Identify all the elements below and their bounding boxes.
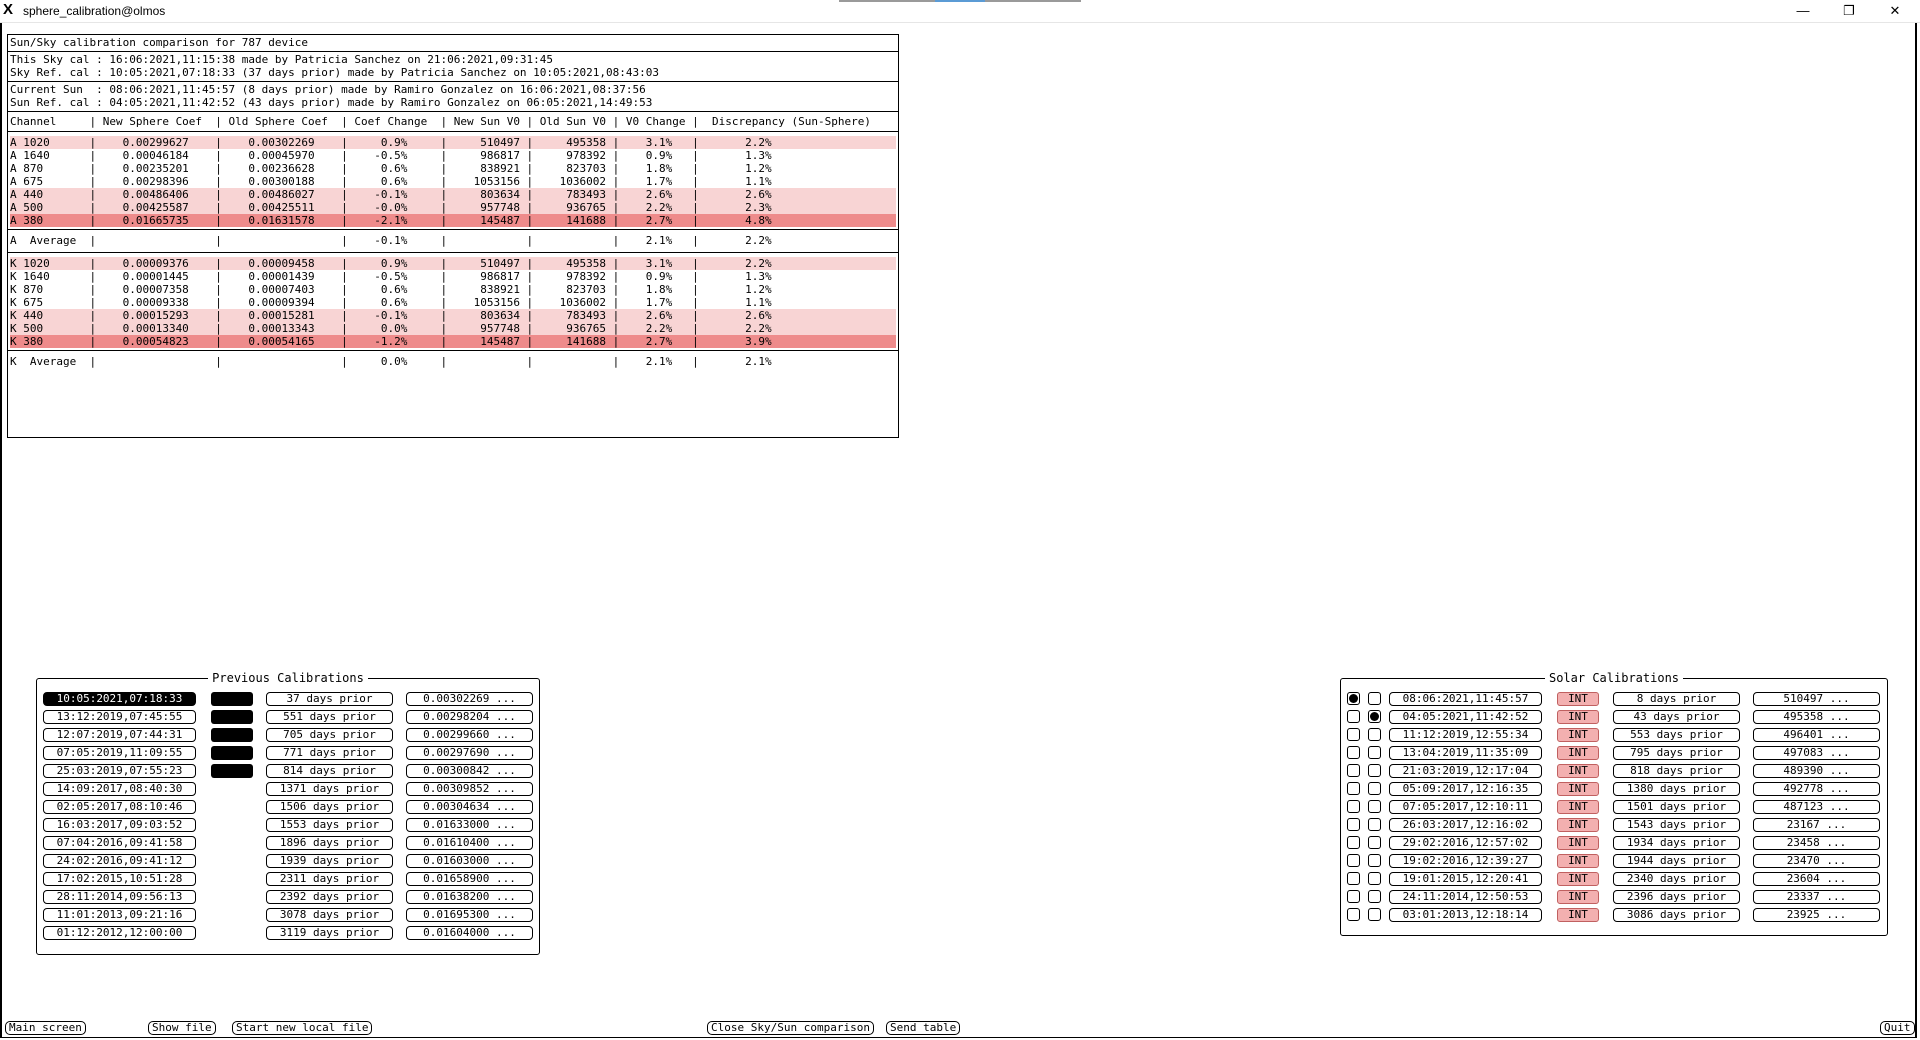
channel-row: A 500 | 0.00425587 | 0.00425511 | -0.0% | 957748 | 936765 | 2.2% | 2.3%	[10, 201, 896, 214]
channel-row: K 440 | 0.00015293 | 0.00015281 | -0.1% | 803634 | 783493 | 2.6% | 2.6%	[10, 309, 896, 322]
solar-cal-days[interactable]: 2396 days prior	[1613, 890, 1740, 904]
solar-select-reference-radio[interactable]	[1368, 728, 1381, 741]
restore-icon[interactable]: ❐	[1843, 3, 1855, 18]
solar-cal-date[interactable]: 29:02:2016,12:57:02	[1389, 836, 1542, 850]
sky-cal-section	[8, 52, 898, 82]
previous-cal-marker[interactable]	[211, 692, 253, 706]
solar-calibrations-legend: Solar Calibrations	[1548, 671, 1680, 685]
close-sky-sun-comparison-button[interactable]: Close Sky/Sun comparison	[707, 1021, 874, 1035]
minimize-icon[interactable]: —	[1796, 3, 1810, 18]
solar-cal-v0[interactable]: 495358 ...	[1753, 710, 1880, 724]
solar-select-reference-radio[interactable]	[1368, 764, 1381, 777]
solar-cal-v0[interactable]: 489390 ...	[1753, 764, 1880, 778]
solar-cal-type-badge: INT	[1557, 782, 1599, 796]
previous-cal-date[interactable]: 13:12:2019,07:45:55	[43, 710, 196, 724]
solar-select-current-radio[interactable]	[1347, 800, 1360, 813]
solar-cal-days[interactable]: 1944 days prior	[1613, 854, 1740, 868]
close-icon[interactable]: ✕	[1889, 3, 1901, 18]
solar-select-current-radio[interactable]	[1347, 872, 1360, 885]
solar-cal-v0[interactable]: 487123 ...	[1753, 800, 1880, 814]
previous-cal-coef[interactable]: 0.00304634 ...	[406, 800, 533, 814]
previous-cal-date[interactable]: 24:02:2016,09:41:12	[43, 854, 196, 868]
solar-cal-days[interactable]: 1501 days prior	[1613, 800, 1740, 814]
previous-cal-marker[interactable]	[211, 710, 253, 724]
previous-cal-date[interactable]: 07:04:2016,09:41:58	[43, 836, 196, 850]
solar-select-current-radio[interactable]	[1347, 854, 1360, 867]
quit-button[interactable]: Quit	[1880, 1021, 1915, 1035]
solar-cal-days[interactable]: 43 days prior	[1613, 710, 1740, 724]
previous-cal-marker[interactable]	[211, 746, 253, 760]
solar-select-current-radio[interactable]	[1347, 908, 1360, 921]
solar-cal-type-badge: INT	[1557, 746, 1599, 760]
previous-cal-marker[interactable]	[211, 764, 253, 778]
solar-cal-v0[interactable]: 23167 ...	[1753, 818, 1880, 832]
show-file-button[interactable]: Show file	[148, 1021, 216, 1035]
solar-select-reference-radio[interactable]	[1368, 908, 1381, 921]
solar-cal-type-badge: INT	[1557, 800, 1599, 814]
previous-cal-date[interactable]: 11:01:2013,09:21:16	[43, 908, 196, 922]
solar-cal-type-badge: INT	[1557, 854, 1599, 868]
solar-cal-date[interactable]: 11:12:2019,12:55:34	[1389, 728, 1542, 742]
main-screen-button[interactable]: Main screen	[5, 1021, 86, 1035]
current-sun-line: Current Sun : 08:06:2021,11:45:57 (8 days prior) made by Ramiro Gonzalez on 16:06:2021,08:37:56	[10, 83, 646, 96]
previous-cal-coef[interactable]: 0.00309852 ...	[406, 782, 533, 796]
previous-cal-days[interactable]: 37 days prior	[266, 692, 393, 706]
previous-cal-coef[interactable]: 0.01638200 ...	[406, 890, 533, 904]
solar-cal-v0[interactable]: 497083 ...	[1753, 746, 1880, 760]
a-channel-section	[8, 132, 898, 230]
previous-cal-coef[interactable]: 0.00300842 ...	[406, 764, 533, 778]
channel-row: A 380 | 0.01665735 | 0.01631578 | -2.1% | 145487 | 141688 | 2.7% | 4.8%	[10, 214, 896, 227]
taskbar-indicator-active	[935, 0, 985, 2]
solar-select-current-radio[interactable]	[1347, 836, 1360, 849]
solar-select-reference-radio[interactable]	[1368, 818, 1381, 831]
solar-select-reference-radio[interactable]	[1368, 854, 1381, 867]
previous-cal-days[interactable]: 3119 days prior	[266, 926, 393, 940]
k-average-section	[8, 351, 898, 370]
previous-cal-marker[interactable]	[211, 728, 253, 742]
channel-row: K 1020 | 0.00009376 | 0.00009458 | 0.9% | 510497 | 495358 | 3.1% | 2.2%	[10, 257, 896, 270]
solar-cal-type-badge: INT	[1557, 692, 1599, 706]
previous-cal-days[interactable]: 551 days prior	[266, 710, 393, 724]
solar-cal-type-badge: INT	[1557, 836, 1599, 850]
solar-cal-date[interactable]: 04:05:2021,11:42:52	[1389, 710, 1542, 724]
channel-row: K 380 | 0.00054823 | 0.00054165 | -1.2% | 145487 | 141688 | 2.7% | 3.9%	[10, 335, 896, 348]
solar-cal-days[interactable]: 818 days prior	[1613, 764, 1740, 778]
previous-cal-days[interactable]: 705 days prior	[266, 728, 393, 742]
previous-cal-coef[interactable]: 0.00297690 ...	[406, 746, 533, 760]
solar-cal-date[interactable]: 26:03:2017,12:16:02	[1389, 818, 1542, 832]
previous-cal-date[interactable]: 07:05:2019,11:09:55	[43, 746, 196, 760]
previous-cal-date[interactable]: 10:05:2021,07:18:33	[43, 692, 196, 706]
previous-cal-days[interactable]: 3078 days prior	[266, 908, 393, 922]
solar-select-current-radio[interactable]	[1347, 818, 1360, 831]
solar-cal-days[interactable]: 1543 days prior	[1613, 818, 1740, 832]
solar-cal-days[interactable]: 795 days prior	[1613, 746, 1740, 760]
solar-cal-v0[interactable]: 492778 ...	[1753, 782, 1880, 796]
solar-cal-type-badge: INT	[1557, 890, 1599, 904]
solar-select-current-radio[interactable]	[1347, 764, 1360, 777]
sun-ref-line: Sun Ref. cal : 04:05:2021,11:42:52 (43 days prior) made by Ramiro Gonzalez on 06:05:2021,14:49:53	[10, 96, 653, 109]
solar-cal-type-badge: INT	[1557, 818, 1599, 832]
solar-select-current-radio[interactable]	[1347, 710, 1360, 723]
solar-cal-date[interactable]: 19:02:2016,12:39:27	[1389, 854, 1542, 868]
report-title: Sun/Sky calibration comparison for 787 device	[10, 36, 309, 49]
previous-cal-days[interactable]: 2311 days prior	[266, 872, 393, 886]
previous-cal-days[interactable]: 1553 days prior	[266, 818, 393, 832]
k-average-row: K Average | | | 0.0% | | | 2.1% | 2.1%	[10, 355, 772, 368]
window-title: sphere_calibration@olmos	[23, 4, 166, 18]
solar-select-reference-radio[interactable]	[1368, 692, 1381, 705]
channel-row: A 1640 | 0.00046184 | 0.00045970 | -0.5% | 986817 | 978392 | 0.9% | 1.3%	[10, 149, 772, 162]
previous-cal-coef[interactable]: 0.01604000 ...	[406, 926, 533, 940]
report-title-section	[8, 35, 898, 52]
solar-select-reference-radio[interactable]	[1368, 710, 1381, 723]
channel-row: K 870 | 0.00007358 | 0.00007403 | 0.6% | 838921 | 823703 | 1.8% | 1.2%	[10, 283, 772, 296]
previous-cal-days[interactable]: 771 days prior	[266, 746, 393, 760]
channel-row: K 1640 | 0.00001445 | 0.00001439 | -0.5% | 986817 | 978392 | 0.9% | 1.3%	[10, 270, 772, 283]
solar-select-reference-radio[interactable]	[1368, 836, 1381, 849]
solar-cal-v0[interactable]: 510497 ...	[1753, 692, 1880, 706]
previous-cal-days[interactable]: 1896 days prior	[266, 836, 393, 850]
solar-cal-v0[interactable]: 23925 ...	[1753, 908, 1880, 922]
solar-cal-type-badge: INT	[1557, 710, 1599, 724]
solar-cal-type-badge: INT	[1557, 728, 1599, 742]
sky-ref-line: Sky Ref. cal : 10:05:2021,07:18:33 (37 days prior) made by Patricia Sanchez on 10:05:2021,08:43:03	[10, 66, 660, 79]
solar-select-reference-radio[interactable]	[1368, 746, 1381, 759]
previous-cal-coef[interactable]: 0.00302269 ...	[406, 692, 533, 706]
solar-select-current-radio[interactable]	[1347, 746, 1360, 759]
comparison-report[interactable]	[7, 34, 899, 438]
k-channel-section	[8, 253, 898, 351]
previous-cal-days[interactable]: 814 days prior	[266, 764, 393, 778]
solar-cal-date[interactable]: 21:03:2019,12:17:04	[1389, 764, 1542, 778]
previous-cal-days[interactable]: 1371 days prior	[266, 782, 393, 796]
solar-cal-date[interactable]: 19:01:2015,12:20:41	[1389, 872, 1542, 886]
solar-select-reference-radio[interactable]	[1368, 782, 1381, 795]
solar-select-current-radio[interactable]	[1347, 890, 1360, 903]
solar-cal-date[interactable]: 07:05:2017,12:10:11	[1389, 800, 1542, 814]
solar-select-current-radio[interactable]	[1347, 728, 1360, 741]
previous-cal-days[interactable]: 2392 days prior	[266, 890, 393, 904]
channel-row: K 675 | 0.00009338 | 0.00009394 | 0.6% | 1053156 | 1036002 | 1.7% | 1.1%	[10, 296, 772, 309]
previous-cal-date[interactable]: 01:12:2012,12:00:00	[43, 926, 196, 940]
solar-cal-v0[interactable]: 23470 ...	[1753, 854, 1880, 868]
previous-cal-date[interactable]: 16:03:2017,09:03:52	[43, 818, 196, 832]
solar-cal-type-badge: INT	[1557, 908, 1599, 922]
send-table-button[interactable]: Send table	[886, 1021, 960, 1035]
channel-row: A 1020 | 0.00299627 | 0.00302269 | 0.9% | 510497 | 495358 | 3.1% | 2.2%	[10, 136, 896, 149]
previous-cal-date[interactable]: 12:07:2019,07:44:31	[43, 728, 196, 742]
table-header-section	[8, 112, 898, 132]
window-titlebar	[0, 0, 1920, 23]
previous-cal-coef[interactable]: 0.01633000 ...	[406, 818, 533, 832]
previous-cal-days[interactable]: 1506 days prior	[266, 800, 393, 814]
previous-cal-date[interactable]: 17:02:2015,10:51:28	[43, 872, 196, 886]
solar-select-reference-radio[interactable]	[1368, 800, 1381, 813]
previous-cal-coef[interactable]: 0.01610400 ...	[406, 836, 533, 850]
a-average-row: A Average | | | -0.1% | | | 2.1% | 2.2%	[10, 234, 772, 247]
solar-cal-type-badge: INT	[1557, 872, 1599, 886]
channel-row: A 440 | 0.00486406 | 0.00486027 | -0.1% | 803634 | 783493 | 2.6% | 2.6%	[10, 188, 896, 201]
solar-cal-days[interactable]: 8 days prior	[1613, 692, 1740, 706]
previous-cal-days[interactable]: 1939 days prior	[266, 854, 393, 868]
solar-cal-date[interactable]: 13:04:2019,11:35:09	[1389, 746, 1542, 760]
previous-cal-coef[interactable]: 0.01658900 ...	[406, 872, 533, 886]
previous-cal-coef[interactable]: 0.01603000 ...	[406, 854, 533, 868]
app-logo-icon: X	[3, 1, 14, 18]
solar-cal-v0[interactable]: 496401 ...	[1753, 728, 1880, 742]
solar-cal-v0[interactable]: 23458 ...	[1753, 836, 1880, 850]
solar-select-reference-radio[interactable]	[1368, 890, 1381, 903]
solar-cal-v0[interactable]: 23604 ...	[1753, 872, 1880, 886]
previous-cal-date[interactable]: 02:05:2017,08:10:46	[43, 800, 196, 814]
channel-row: K 500 | 0.00013340 | 0.00013343 | 0.0% | 957748 | 936765 | 2.2% | 2.2%	[10, 322, 896, 335]
previous-cal-date[interactable]: 28:11:2014,09:56:13	[43, 890, 196, 904]
sun-cal-section	[8, 82, 898, 112]
previous-cal-coef[interactable]: 0.00298204 ...	[406, 710, 533, 724]
channel-row: A 675 | 0.00298396 | 0.00300188 | 0.6% | 1053156 | 1036002 | 1.7% | 1.1%	[10, 175, 772, 188]
previous-cal-date[interactable]: 25:03:2019,07:55:23	[43, 764, 196, 778]
solar-cal-date[interactable]: 03:01:2013,12:18:14	[1389, 908, 1542, 922]
previous-calibrations-legend: Previous Calibrations	[212, 671, 364, 685]
solar-cal-date[interactable]: 08:06:2021,11:45:57	[1389, 692, 1542, 706]
solar-select-current-radio[interactable]	[1347, 692, 1360, 705]
start-new-local-file-button[interactable]: Start new local file	[232, 1021, 372, 1035]
previous-cal-coef[interactable]: 0.00299660 ...	[406, 728, 533, 742]
sky-cal-line: This Sky cal : 16:06:2021,11:15:38 made by Patricia Sanchez on 21:06:2021,09:31:45	[10, 53, 554, 66]
solar-select-reference-radio[interactable]	[1368, 872, 1381, 885]
solar-cal-type-badge: INT	[1557, 764, 1599, 778]
solar-cal-days[interactable]: 3086 days prior	[1613, 908, 1740, 922]
solar-cal-days[interactable]: 1934 days prior	[1613, 836, 1740, 850]
solar-cal-days[interactable]: 2340 days prior	[1613, 872, 1740, 886]
solar-cal-days[interactable]: 553 days prior	[1613, 728, 1740, 742]
solar-cal-date[interactable]: 24:11:2014,12:50:53	[1389, 890, 1542, 904]
table-header: Channel | New Sphere Coef | Old Sphere Coef | Coef Change | New Sun V0 | Old Sun V0 | V0 Change | Discrepancy (Sun-Sphere)	[10, 115, 871, 128]
previous-cal-date[interactable]: 14:09:2017,08:40:30	[43, 782, 196, 796]
solar-cal-days[interactable]: 1380 days prior	[1613, 782, 1740, 796]
solar-cal-date[interactable]: 05:09:2017,12:16:35	[1389, 782, 1542, 796]
previous-cal-coef[interactable]: 0.01695300 ...	[406, 908, 533, 922]
a-average-section	[8, 230, 898, 253]
solar-select-current-radio[interactable]	[1347, 782, 1360, 795]
channel-row: A 870 | 0.00235201 | 0.00236628 | 0.6% | 838921 | 823703 | 1.8% | 1.2%	[10, 162, 772, 175]
solar-cal-v0[interactable]: 23337 ...	[1753, 890, 1880, 904]
